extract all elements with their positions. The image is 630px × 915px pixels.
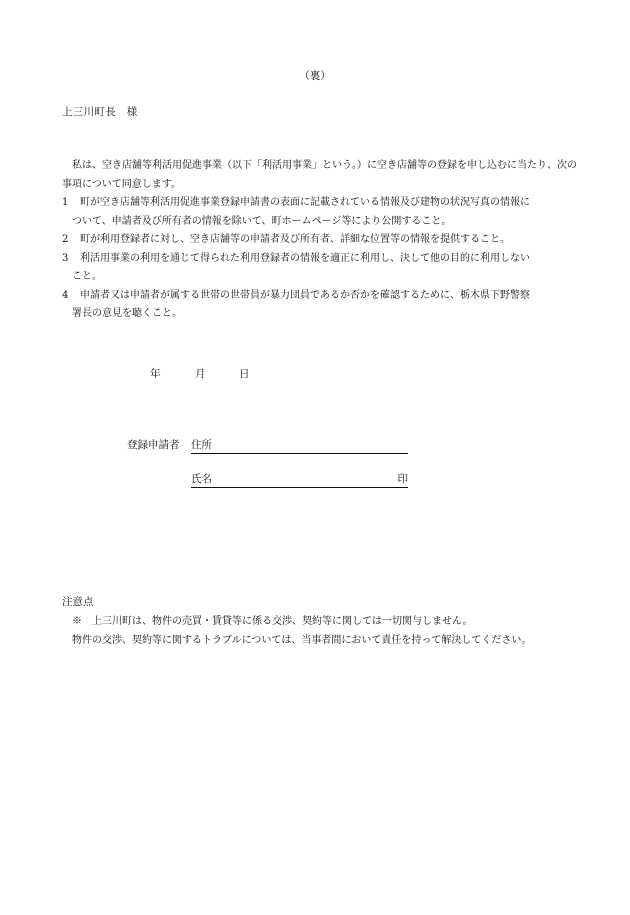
note-line-2: 物件の交渉、契約等に関するトラブルについては、当事者間において責任を持って解決してください。 [72, 635, 532, 646]
addressee: 上三川町長 様 [62, 106, 138, 118]
consent-item-1 [62, 194, 582, 213]
consent-item-3 [62, 250, 582, 269]
address-label: 住所 [191, 439, 212, 451]
intro-paragraph: 私は、空き店舗等利活用促進事業（以下「利活用事業」という。）に空き店舗等の登録を申し込むに当たり、次の事項について同意します。 [62, 160, 577, 190]
item-text: 町が利用登録者に対し、空き店舗等の申請者及び所有者、詳細な位置等の情報を提供すること。 [80, 234, 510, 245]
item-text: 利活用事業の利用を通じて得られた利用登録者の情報を適正に利用し、決して他の目的に利用しない [80, 252, 530, 264]
name-label: 氏名 [191, 473, 212, 485]
date-field[interactable] [150, 366, 250, 381]
consent-item-4 [62, 287, 582, 306]
date-year-label: 年 [150, 368, 161, 380]
item-number: 1 [62, 197, 69, 208]
date-day-label: 日 [239, 368, 250, 380]
note-line-1: ※ 上三川町は、物件の売買・賃貸等に係る交渉、契約等に関しては一切関与しません。 [72, 616, 473, 627]
notes-title: 注意点 [62, 596, 94, 608]
address-field[interactable] [191, 437, 408, 454]
item-text-cont: こと。 [72, 271, 102, 282]
item-text-cont: 署長の意見を聴くこと。 [72, 308, 182, 319]
item-number: 2 [62, 234, 69, 245]
date-month-label: 月 [195, 368, 206, 380]
item-number: 4 [62, 289, 69, 301]
applicant-label: 登録申請者 [127, 439, 180, 451]
consent-items [62, 194, 582, 324]
seal-mark: 印 [397, 473, 408, 485]
item-text-cont: ついて、申請者及び所有者の情報を除いて、町ホームページ等により公開すること。 [72, 215, 452, 227]
item-text: 町が空き店舗等利活用促進事業登録申請書の表面に記載されている情報及び建物の状況写真の情報に [80, 197, 530, 208]
item-number: 3 [62, 252, 69, 264]
consent-item-2 [62, 231, 582, 250]
name-field[interactable] [191, 471, 408, 488]
back-side-label: （裏） [299, 70, 331, 82]
item-text: 申請者又は申請者が属する世帯の世帯員が暴力団員であるか否かを確認するために、栃木県下野警察 [80, 289, 530, 301]
